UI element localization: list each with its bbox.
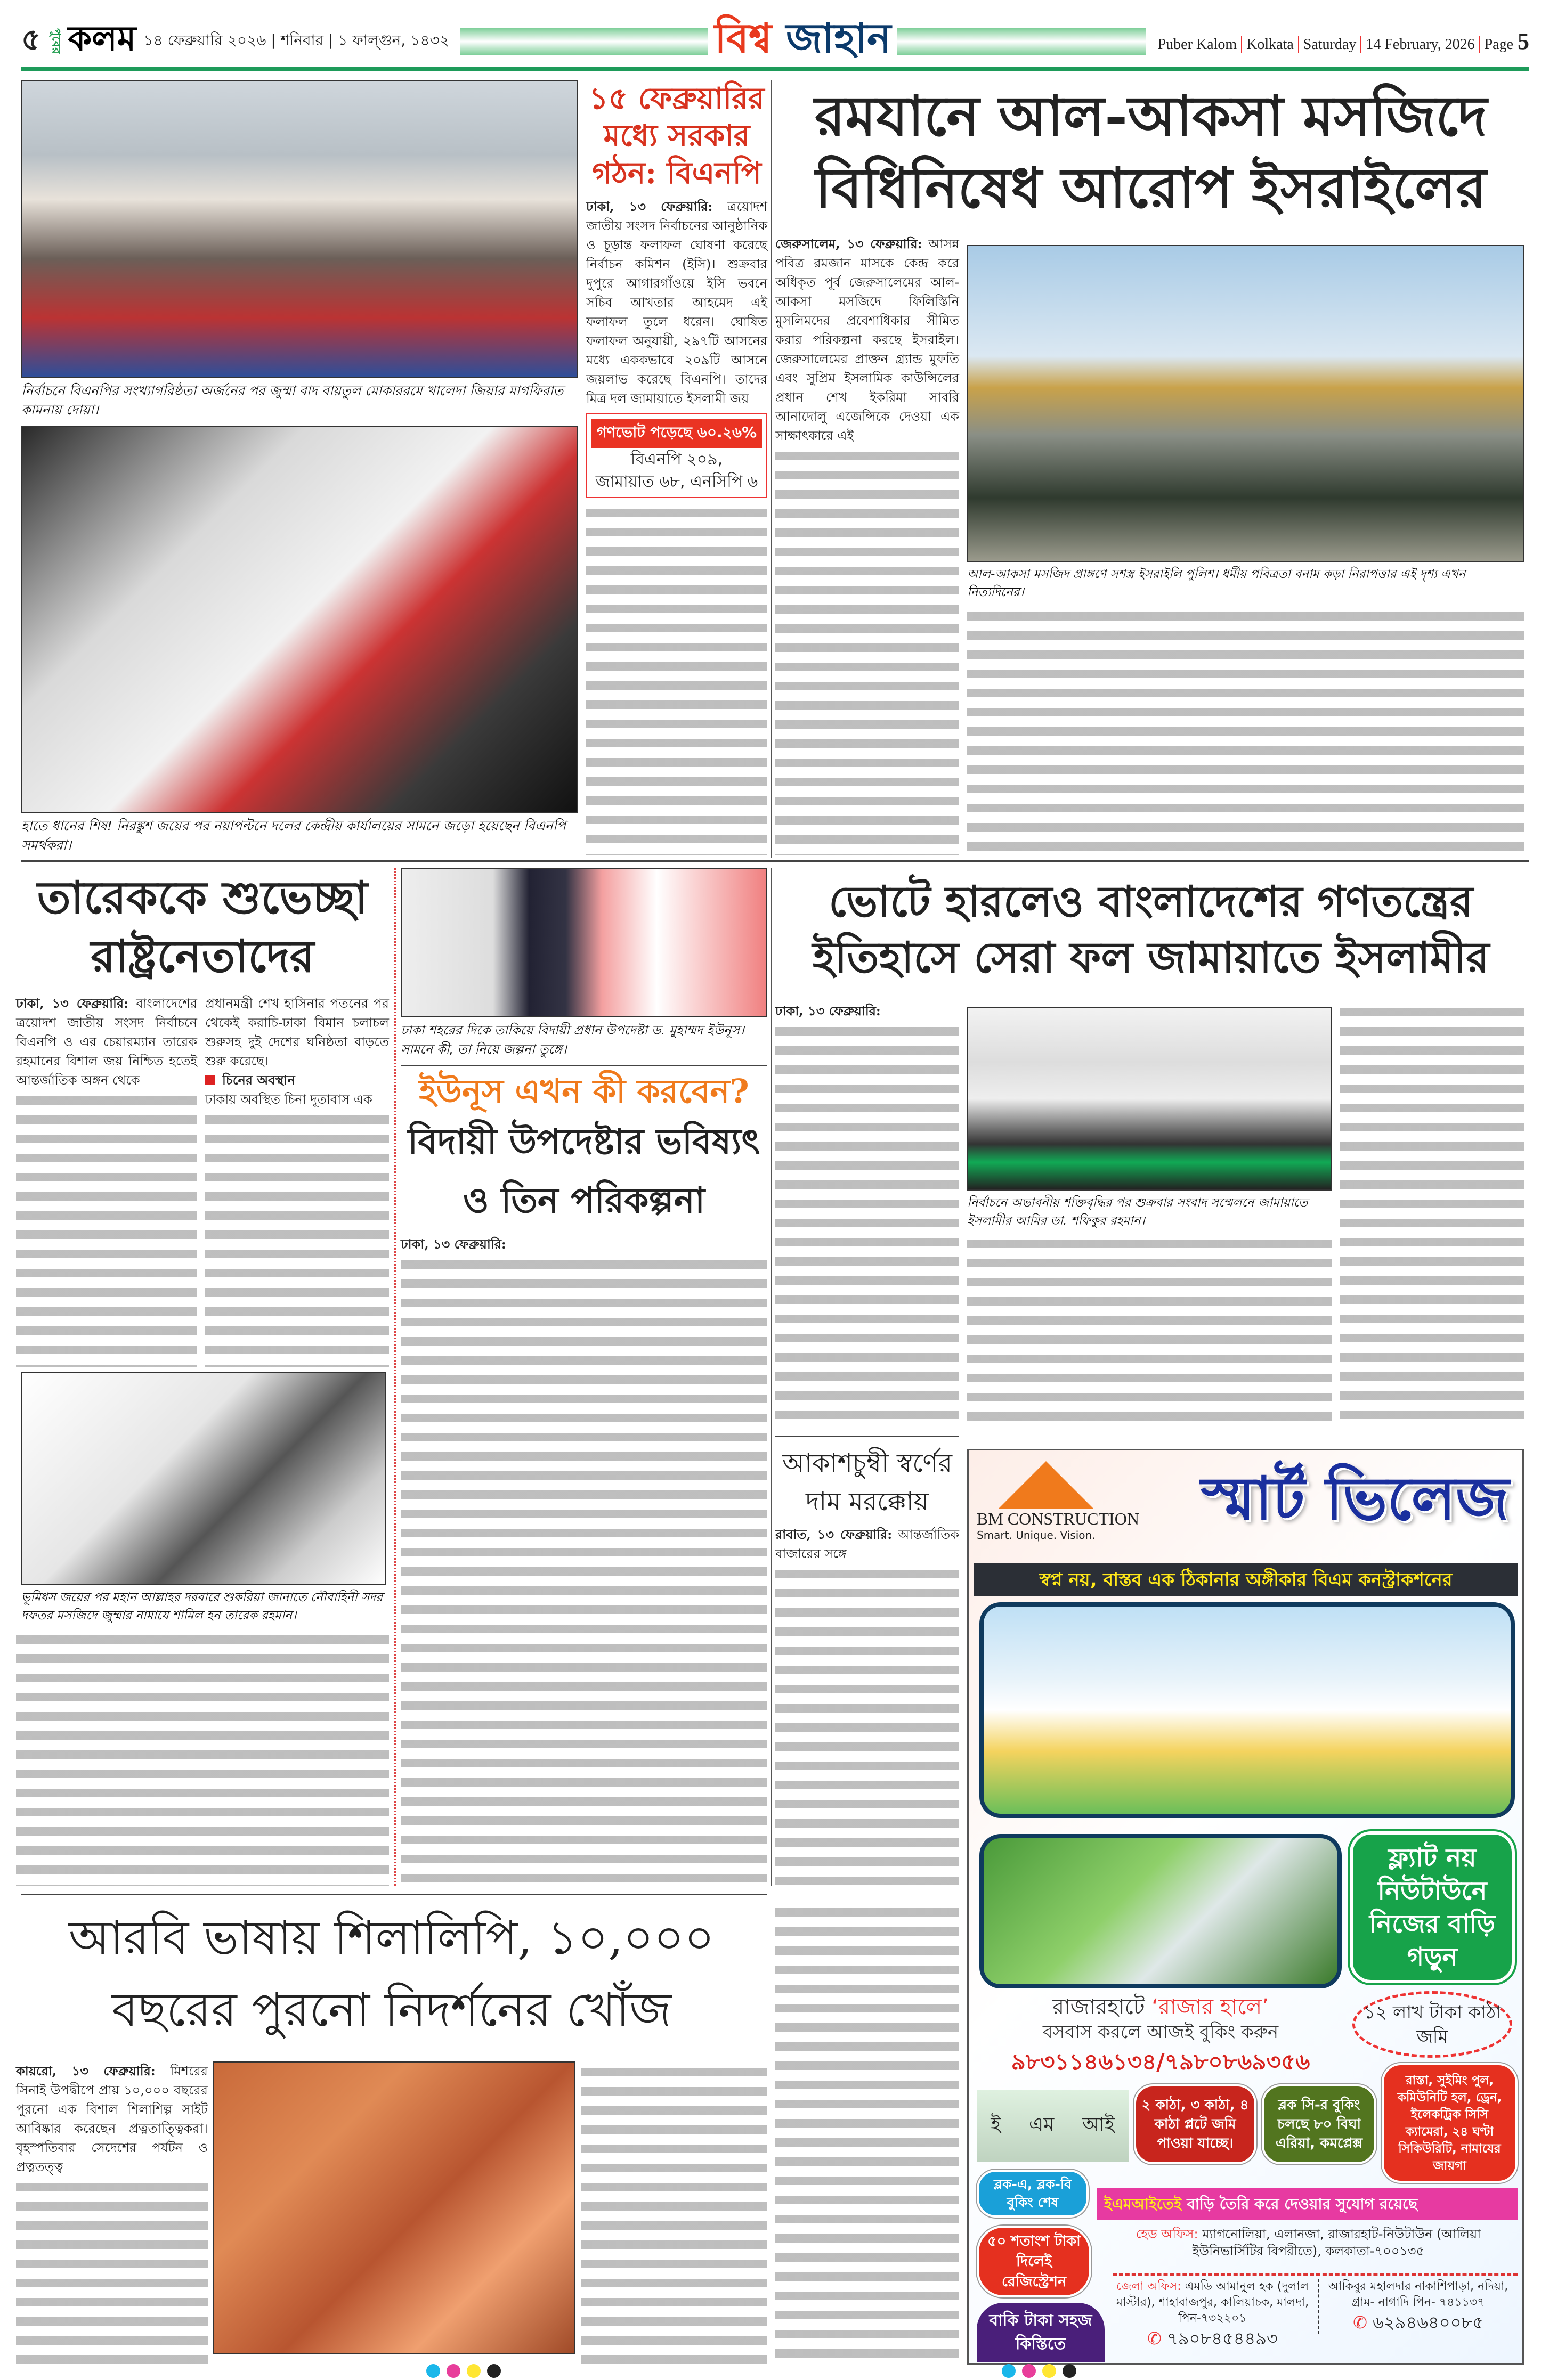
arabic-column (16, 2061, 208, 2365)
ad-location: রাজারহাটে ‘রাজার হালে’ বসবাস করলে আজই বুকিং করুন (1042, 1995, 1279, 2043)
article-body: জেরুসালেম, ১৩ ফেব্রুয়ারি: আসন্ন পবিত্র রমজান মাসকে কেন্দ্র করে অধিকৃত পূর্ব জেরুসালেমের আল-আকসা মসজিদে ফিলিস্তিনি মুসলিমদের প্রবেশাধিকার সীমিত করার পরিকল্পনা করছে ইসরাইল। জেরুসালেমের প্রাক্তন গ্র্যান্ড মুফতি এবং সুপ্রিম ইসলামিক কাউন্সিলের প্রধান শেখ ইকরিমা সাবরি আনাদোলু এজেন্সিকে দেওয়া এক সাক্ষাৎকারে এই (775, 236, 959, 443)
kicker: ইউনূস এখন কী করবেন? (419, 1072, 749, 1111)
rule (775, 1436, 959, 1437)
article-text (581, 2064, 767, 2367)
brand-tagline: Smart. Unique. Vision. (977, 1529, 1096, 1542)
header-rule (21, 67, 1529, 71)
header-bar (897, 28, 1146, 55)
row-rule (21, 860, 1529, 862)
headline: ভোটে হারলেও বাংলাদেশের গণতন্ত্রের ইতিহাসে সেরা ফল জামায়াতে ইসলামীর (812, 876, 1490, 982)
phone-icon: ✆ (1147, 2328, 1162, 2349)
emi-image (977, 2090, 1129, 2162)
article-text (775, 1023, 959, 1428)
headline: বিদায়ী উপদেষ্টার ভবিষ্যৎ ও তিন পরিকল্পনা (408, 1120, 760, 1221)
article-text (775, 1904, 959, 2367)
result-line: জামায়াত ৬৮, এনসিপি ৬ (595, 472, 758, 491)
result-box-title: গণভোট পড়েছে ৬০.২৬% (591, 419, 762, 448)
yunus-photo (401, 868, 767, 1017)
headline: আরবি ভাষায় শিলালিপি, ১০,০০০ বছরের পুরনো নিদর্শনের খোঁজ (69, 1910, 715, 2037)
divider (1113, 2273, 1518, 2276)
aqsa-photo-column (967, 245, 1524, 855)
rule (21, 1894, 767, 1895)
installment-badge: বাকি টাকা সহজ কিস্তিতে (977, 2303, 1105, 2362)
gold-article (775, 1436, 959, 1886)
text-column (16, 994, 197, 1367)
jamaat-photo-column (967, 1007, 1332, 1428)
article-text (16, 1092, 197, 1367)
photo-column (21, 80, 578, 855)
emi-letter: ই (991, 2113, 1001, 2136)
flat-promo: ফ্ল্যাট নয় নিউটাউনে নিজের বাড়ি গড়ুন (1350, 1831, 1515, 1983)
result-line: বিএনপি ২০৯, (630, 450, 723, 469)
header-bar (460, 28, 708, 55)
office-2: আকিবুর মহালদার নাকাশিপাড়া, নদিয়া, গ্রাম- নাগাদি পিন- ৭৪১১৩৭ ✆ ৬২৯৪৬৪০০৮৫ (1318, 2279, 1518, 2334)
ad-phones[interactable]: ৯৮৩১১৪৬১৩৪/৭৯৮০৮৬৯৩৫৬ (1011, 2049, 1310, 2075)
text-column (205, 994, 389, 1367)
ad-title: স্মার্ট ভিলেজ (1201, 1464, 1510, 1534)
supporters-photo (21, 426, 578, 813)
aqsa-body-column (775, 234, 959, 855)
bnp-article (586, 80, 767, 855)
masthead (21, 16, 1529, 67)
emi-letter: আই (1082, 2113, 1115, 2136)
amenities-badge: রাস্তা, সুইমিং পুল, কমিউনিটি হল, ড্রেন, ইলেকট্রিক সিসি ক্যামেরা, ২৪ ঘণ্টা সিকিউরিটি, নামাযের জায়গা (1382, 2063, 1518, 2183)
bm-logo (977, 1461, 1185, 1542)
prayer-photo (21, 80, 578, 378)
article-text (586, 504, 767, 855)
logo: পুবের কলম (49, 19, 136, 59)
photo-caption: নির্বাচনে অভাবনীয় শক্তিবৃদ্ধির পর শুক্রবার সংবাদ সম্মেলনে জামায়াতে ইসলামীর আমির ডা. শফিকুর রহমান। (967, 1196, 1308, 1228)
section-title: বিশ্ব জাহান (715, 14, 891, 62)
column-rule (771, 868, 772, 1886)
article-text (775, 447, 959, 855)
layout-image (979, 1834, 1342, 1988)
article-body: রাবাত, ১৩ ফেব্রুয়ারি: আন্তর্জাতিক বাজারের সঙ্গে (775, 1527, 959, 1561)
header-info: Puber Kalom Kolkata Saturday 14 February, 2026 Page 5 (1157, 28, 1530, 54)
rock-inscription-photo (213, 2061, 575, 2354)
advertisement[interactable] (967, 1449, 1524, 2365)
district-office: জেলা অফিস: এমডি আমানুল হক (দুলাল মাস্টার), শাহাবাজপুর, কালিয়াচক, মালদা, পিন-৭৩২২০১ ✆ ৭৯০৮৪৫৪৪৯৩ (1116, 2280, 1309, 2349)
lead-headline: রমযানে আল-আকসা মসজিদে বিধিনিষেধ আরোপ ইসরাইলের (815, 83, 1487, 221)
blockab-badge: ব্লক-এ, ব্লক-বি বুকিং শেষ (977, 2170, 1089, 2218)
photo-caption: হাতে ধানের শিষ! নিরঙ্কুশ জয়ের পর নয়াপল্টনে দলের কেন্দ্রীয় কার্যালয়ের সামনে জড়ো হয়েছেন বিএনপি সমর্থকরা। (21, 818, 566, 853)
head-office: হেড অফিস: ম্যাগনোলিয়া, এলানজা, রাজারহাট-নিউটাউন (আলিয়া ইউনিভার্সিটির বিপরীতে), কলকাতা-৭০০১৩৫ (1136, 2227, 1481, 2259)
roof-icon (998, 1461, 1094, 1509)
yunus-article (401, 868, 767, 1886)
article-body: ঢাকা, ১৩ ফেব্রুয়ারি: (775, 1003, 881, 1018)
headline: তারেককে শুভেচ্ছা রাষ্ট্রনেতাদের (37, 871, 368, 982)
photo-caption: ঢাকা শহরের দিকে তাকিয়ে বিদায়ী প্রধান উপদেষ্টা ড. মুহাম্মদ ইউনূস। সামনে কী, তা নিয়ে জল্পনা তুঙ্গে। (401, 1023, 744, 1057)
photo-caption: ভূমিধস জয়ের পর মহান আল্লাহর দরবারে শুকরিয়া জানাতে নৌবাহিনী সদর দফতর মসজিদে জুম্মার নামাযে শামিল হন তারেক রহমান। (21, 1591, 383, 1623)
article-text (1340, 1004, 1524, 1428)
article-text (16, 2179, 208, 2365)
article-body: কায়রো, ১৩ ফেব্রুয়ারি: মিশরের সিনাই উপদ্বীপে প্রায় ১০,০০০ বছরের পুরনো এক বিশাল শিলাশিল্প সাইট আবিষ্কার করেছেন প্রত্নতাত্ত্বিকরা। বৃহস্পতিবার সেদেশের পর্যটন ও প্রত্নতত্ত্ব (16, 2063, 208, 2174)
article-body: ঢাকা, ১৩ ফেব্রুয়ারি: (401, 1236, 506, 1252)
article-text (775, 1566, 959, 1886)
article-text (401, 1256, 767, 1886)
headline: আকাশচুম্বী স্বর্ণের দাম মরক্কোয় (782, 1448, 952, 1517)
blockc-badge: ব্লক সি-র বুকিং চলছে ৮০ বিঘা এরিয়া, কমপ্লেক্স (1262, 2084, 1376, 2164)
article-text (967, 1235, 1332, 1428)
aqsa-photo (967, 245, 1524, 562)
phone-icon: ✆ (1353, 2312, 1367, 2333)
page-number: ৫ (21, 22, 41, 57)
brand-name: BM CONSTRUCTION (977, 1509, 1139, 1528)
article-text (205, 1111, 389, 1367)
plots-badge: ২ কাঠা, ৩ কাঠা, ৪ কাঠা প্লটে জমি পাওয়া যাচ্ছে। (1134, 2084, 1256, 2164)
tarique-article (16, 868, 389, 1886)
emi-letter: এম (1028, 2113, 1055, 2136)
column-rule (394, 868, 396, 1886)
article-text (16, 1631, 389, 1886)
bullet-icon (205, 1075, 215, 1085)
photo-caption: নির্বাচনে বিএনপির সংখ্যাগরিষ্ঠতা অর্জনের পর জুম্মা বাদ বায়তুল মোকাররমে খালেদা জিয়ার মাগফিরাত কামনায় দোয়া। (21, 383, 564, 418)
result-box (586, 413, 767, 498)
article-columns (16, 994, 389, 1367)
emi-banner: ইএমআইতেই বাড়ি তৈরি করে দেওয়ার সুযোগ রয়েছে (1097, 2188, 1518, 2220)
photo-caption: আল-আকসা মসজিদ প্রাঙ্গণে সশস্ত্র ইসরাইলি পুলিশ। ধর্মীয় পবিত্রতা বনাম কড়া নিরাপত্তার এই দৃশ্য এখন নিত্যদিনের। (967, 567, 1466, 599)
jamaat-photo (967, 1007, 1332, 1191)
date-bn: ১৪ ফেব্রুয়ারি ২০২৬ | শনিবার | ১ ফাল্গুন, ১৪৩২ (143, 31, 449, 49)
article-body: ঢাকা, ১৩ ফেব্রুয়ারি: বাংলাদেশের ত্রয়োদশ জাতীয় সংসদ নির্বাচনে বিএনপি ও এর চেয়ারম্যান তারেক রহমানের বিশাল জয় নিশ্চিত হতেই আন্তর্জাতিক অঙ্গন থেকে (16, 996, 197, 1088)
price-badge: ১২ লাখ টাকা কাঠা জমি (1352, 1991, 1512, 2058)
jamaat-column (775, 1001, 959, 1428)
registration-badge: ৫০ শতাংশ টাকা দিলেই রেজিস্ট্রেশন (977, 2226, 1091, 2297)
ad-banner: স্বপ্ন নয়, বাস্তব এক ঠিকানার অঙ্গীকার বিএম কনস্ট্রাকশনের (974, 1563, 1518, 1596)
article-body: প্রধানমন্ত্রী শেখ হাসিনার পতনের পর থেকেই করাচি-ঢাকা বিমান চলাচল শুরুসহ দুই দেশের ঘনিষ্ঠতা বাড়তে শুরু করেছে। চিনের অবস্থান ঢাকায় অবস্থিত চিনা দূতাবাস এক (205, 996, 389, 1107)
column-rule (771, 80, 772, 858)
tarique-photo (21, 1372, 386, 1585)
headline: ১৫ ফেব্রুয়ারির মধ্যে সরকার গঠন: বিএনপি (589, 81, 765, 191)
article-text (967, 608, 1524, 855)
jamaat-column (1340, 1001, 1524, 1428)
rule (401, 1065, 767, 1066)
building-image (979, 1602, 1515, 1818)
article-body: ঢাকা, ১৩ ফেব্রুয়ারি: ত্রয়োদশ জাতীয় সংসদ নির্বাচনের আনুষ্ঠানিক ও চূড়ান্ত ফলাফল ঘোষণা করেছে নির্বাচন কমিশন (ইসি)। শুক্রবার দুপুরে আগারগাঁওয়ে ইসি ভবনে সচিব আখতার আহমেদ এই ফলাফল তুলে ধরেন। ঘোষিত ফলাফল অনুযায়ী, ২৯৭টি আসনের মধ্যে এককভাবে ২০৯টি আসনে জয়লাভ করেছে বিএনপি। তাদের মিত্র দল জামায়াতে ইসলামী জয় (586, 199, 767, 406)
